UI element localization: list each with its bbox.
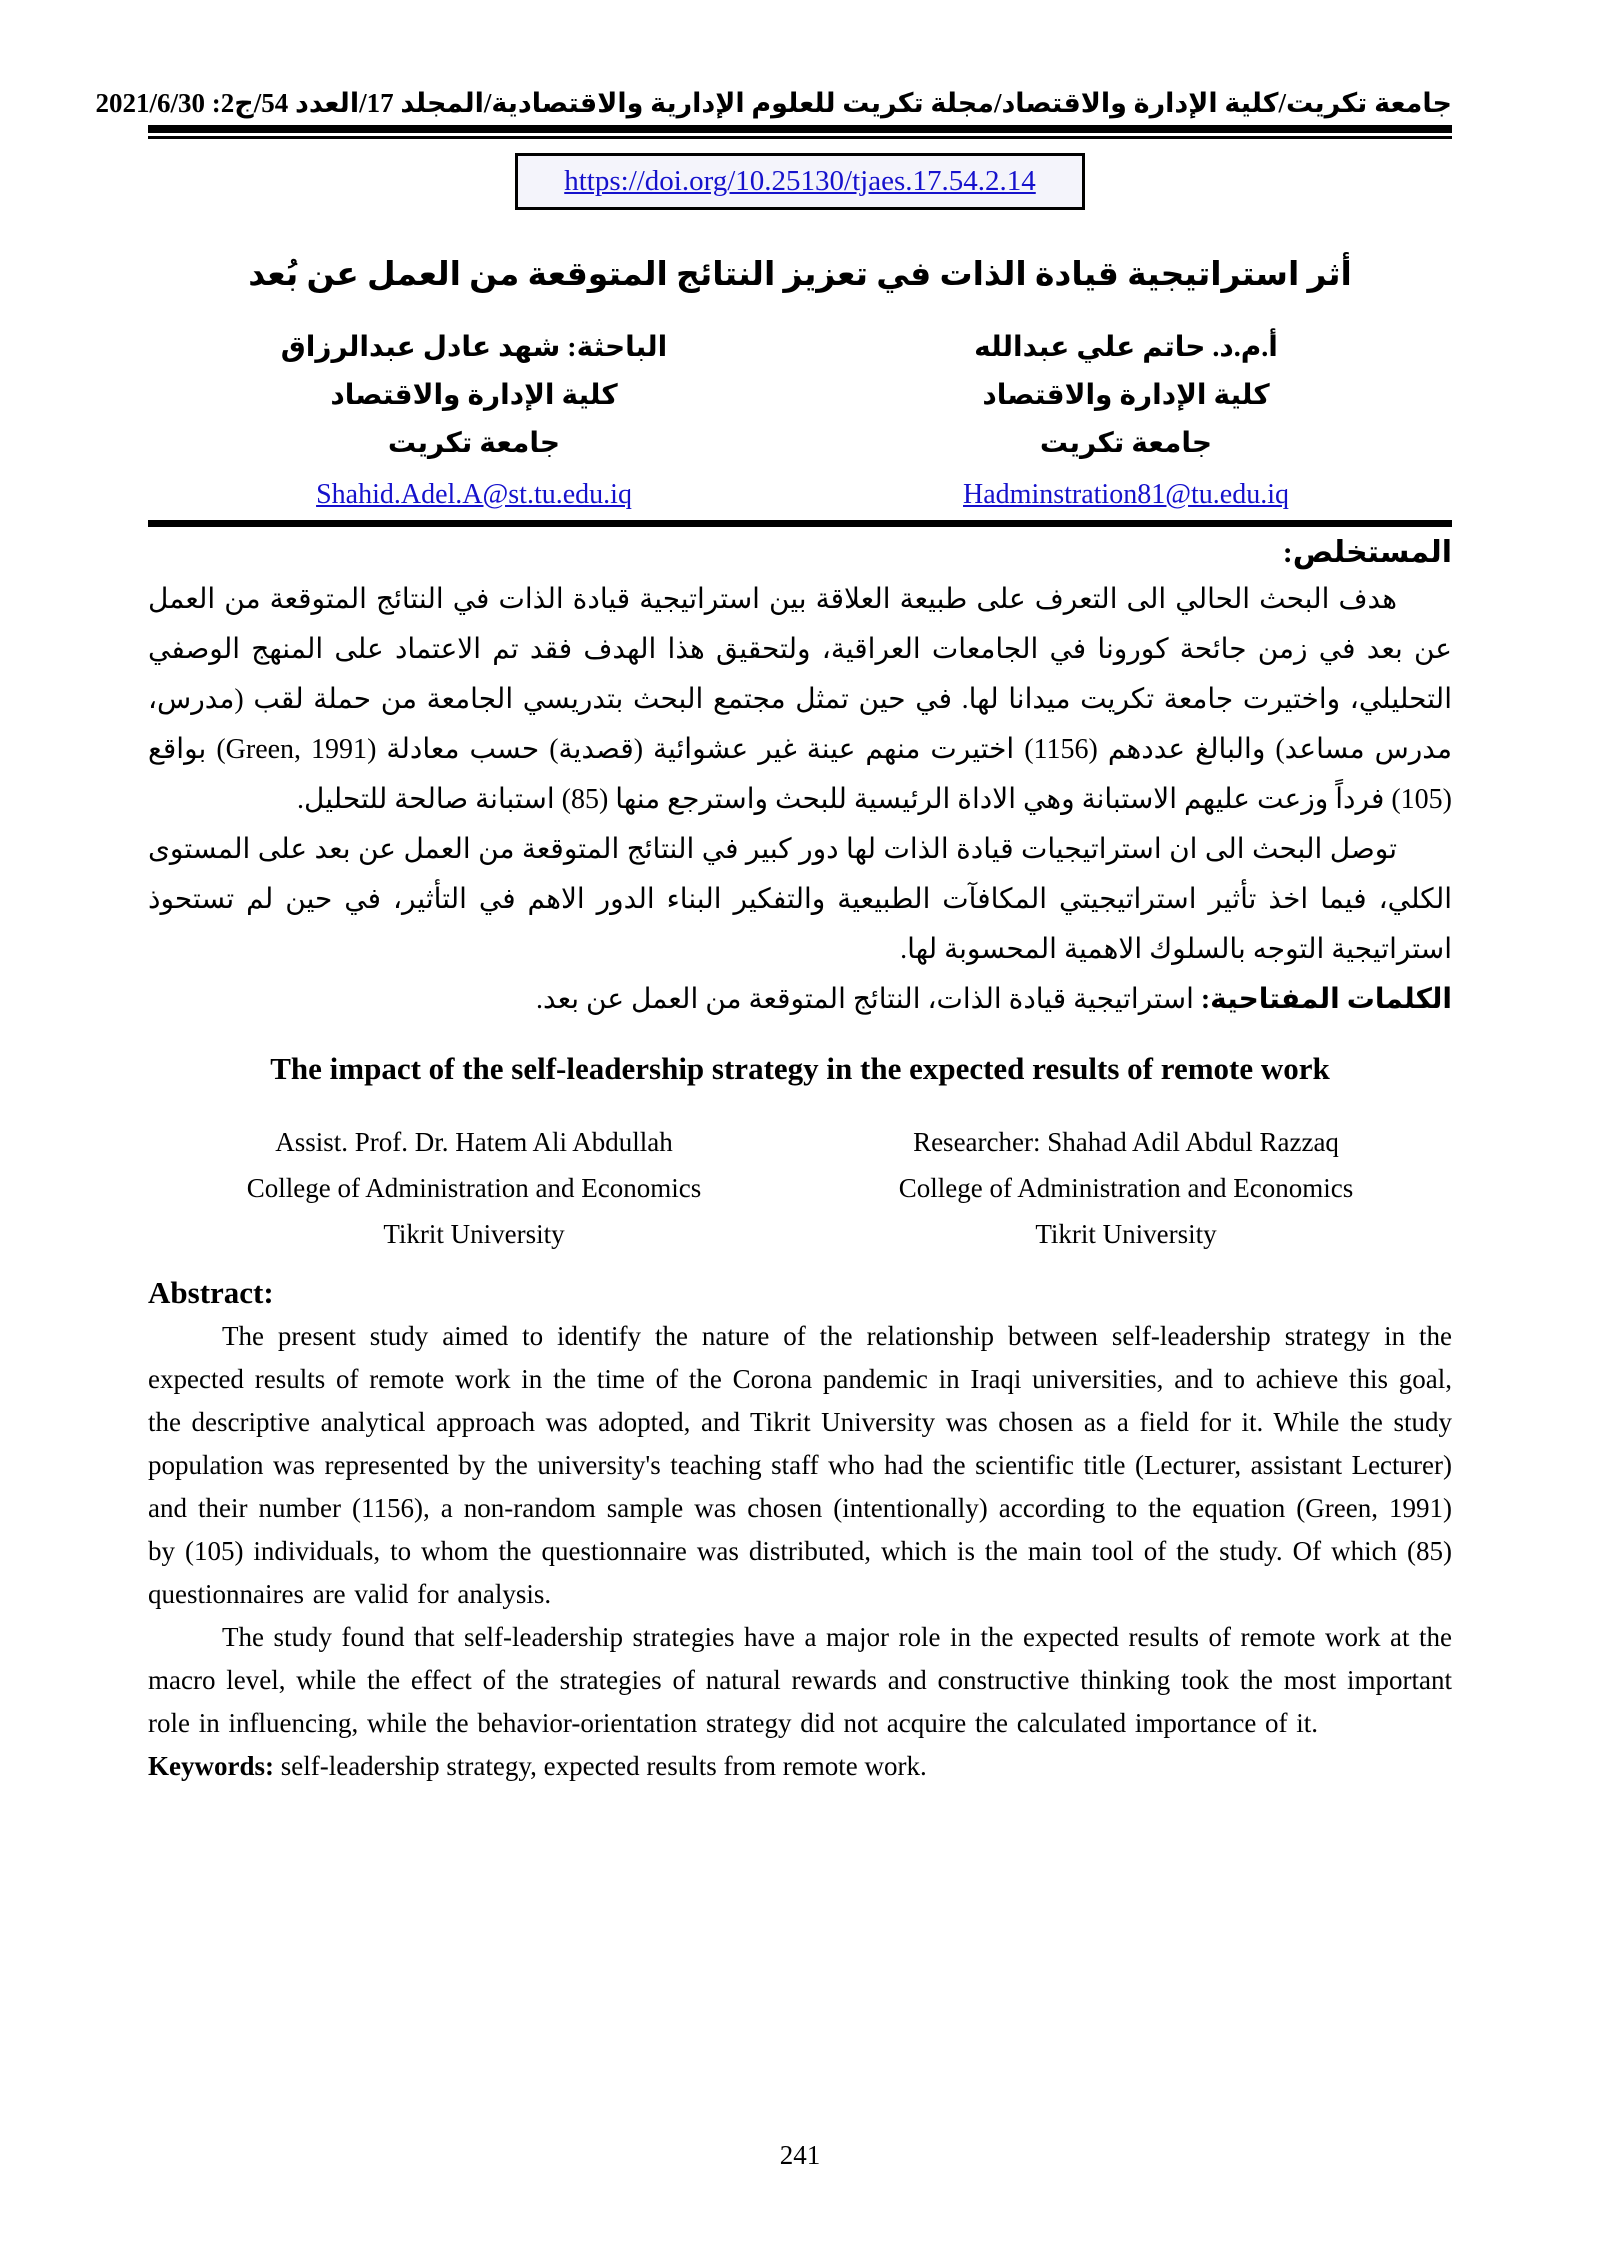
author-researcher-email-link[interactable]: Shahid.Adel.A@st.tu.edu.iq: [316, 479, 632, 510]
english-abstract-heading: Abstract:: [148, 1275, 274, 1310]
abstract-separator-rule: [148, 520, 1452, 527]
english-author-researcher: [800, 1119, 1452, 1257]
arabic-abstract-paragraph-2: توصل البحث الى ان استراتيجيات قيادة الذات لها دور كبير في النتائج المتوقعة من العمل عن بعد على المستوى الكلي، فيما اخذ تأثير استراتيجيتي المكافآت الطبيعية والتفكير البناء الدور الاهم في التأثير، في حين لم تستحوذ استراتيجية التوجه بالسلوك الاهمية المحسوبة لها.: [148, 834, 1452, 965]
english-keywords-label: Keywords:: [148, 1751, 274, 1781]
author-college: كلية الإدارة والاقتصاد: [982, 380, 1270, 411]
author-name: أ.م.د. حاتم علي عبدالله: [974, 332, 1278, 363]
arabic-paper-title: أثر استراتيجية قيادة الذات في تعزيز النتائج المتوقعة من العمل عن بُعد: [248, 257, 1352, 293]
english-authors-block: [148, 1119, 1452, 1257]
arabic-abstract-heading: المستخلص:: [1282, 536, 1452, 569]
author-university: Tikrit University: [383, 1219, 565, 1249]
english-abstract-paragraph-2: The study found that self-leadership strategies have a major role in the expected results of remote work at the macro level, while the effect of the strategies of natural rewards and constructive thinking took the most important role in influencing, while the behavior-orientation strategy did not acquire the calculated importance of it.: [148, 1622, 1452, 1738]
author-college: College of Administration and Economics: [898, 1173, 1354, 1203]
author-college: College of Administration and Economics: [246, 1173, 702, 1203]
author-university: Tikrit University: [1035, 1219, 1217, 1249]
author-name: الباحثة: شهد عادل عبدالرزاق: [280, 332, 668, 363]
arabic-author-researcher: [148, 324, 800, 514]
english-paper-title: The impact of the self-leadership strategy in the expected results of remote work: [270, 1051, 1330, 1086]
author-email-row: [800, 476, 1452, 514]
english-author-main: [148, 1119, 800, 1257]
header-double-rule: [148, 125, 1452, 139]
arabic-keywords-line: [148, 975, 1452, 1025]
arabic-keywords-text: استراتيجية قيادة الذات، النتائج المتوقعة من العمل عن بعد.: [536, 984, 1201, 1015]
page-number: 241: [779, 2140, 821, 2170]
author-name: Assist. Prof. Dr. Hatem Ali Abdullah: [275, 1127, 673, 1157]
author-university: جامعة تكريت: [387, 428, 561, 459]
author-name: Researcher: Shahad Adil Abdul Razzaq: [913, 1127, 1339, 1157]
english-keywords-text: self-leadership strategy, expected results from remote work.: [273, 1751, 927, 1781]
arabic-abstract-paragraph-1: هدف البحث الحالي الى التعرف على طبيعة العلاقة بين استراتيجية قيادة الذات في النتائج المتوقعة من العمل عن بعد في زمن جائحة كورونا في الجامعات العراقية، ولتحقيق هذا الهدف فقد تم الاعتماد على المنهج الوصفي التحليلي، واختيرت جامعة تكريت ميدانا لها. في حين تمثل مجتمع البحث بتدريسي الجامعة من حملة لقب (مدرس، مدرس مساعد) والبالغ عددهم (1156) اختيرت منهم عينة غير عشوائية (قصدية) حسب معادلة (Green, 1991) بواقع (105) فرداً وزعت عليهم الاستبانة وهي الاداة الرئيسية للبحث واسترجع منها (85) استبانة صالحة للتحليل.: [148, 584, 1452, 815]
doi-box: [515, 153, 1085, 210]
arabic-authors-block: [148, 324, 1452, 514]
author-university: جامعة تكريت: [1039, 428, 1213, 459]
arabic-author-main: [800, 324, 1452, 514]
author-email-row: [148, 476, 800, 514]
journal-header-line: جامعة تكريت/كلية الإدارة والاقتصاد/مجلة تكريت للعلوم الإدارية والاقتصادية/المجلد 17/العدد 54/ج2: 2021/6/30: [95, 88, 1452, 118]
arabic-keywords-label: الكلمات المفتاحية:: [1200, 984, 1452, 1015]
english-abstract-paragraph-1: The present study aimed to identify the nature of the relationship between self-leadership strategy in the expected results of remote work in the time of the Corona pandemic in Iraqi universities, and to achieve this goal, the descriptive analytical approach was adopted, and Tikrit University was chosen as a field for it. While the study population was represented by the university's teaching staff who had the scientific title (Lecturer, assistant Lecturer) and their number (1156), a non-random sample was chosen (intentionally) according to the equation (Green, 1991) by (105) individuals, to whom the questionnaire was distributed, which is the main tool of the study. Of which (85) questionnaires are valid for analysis.: [148, 1321, 1452, 1609]
author-college: كلية الإدارة والاقتصاد: [330, 380, 618, 411]
author-main-email-link[interactable]: Hadminstration81@tu.edu.iq: [963, 479, 1289, 510]
doi-link[interactable]: https://doi.org/10.25130/tjaes.17.54.2.14: [564, 165, 1036, 197]
english-keywords-line: [148, 1745, 1452, 1788]
